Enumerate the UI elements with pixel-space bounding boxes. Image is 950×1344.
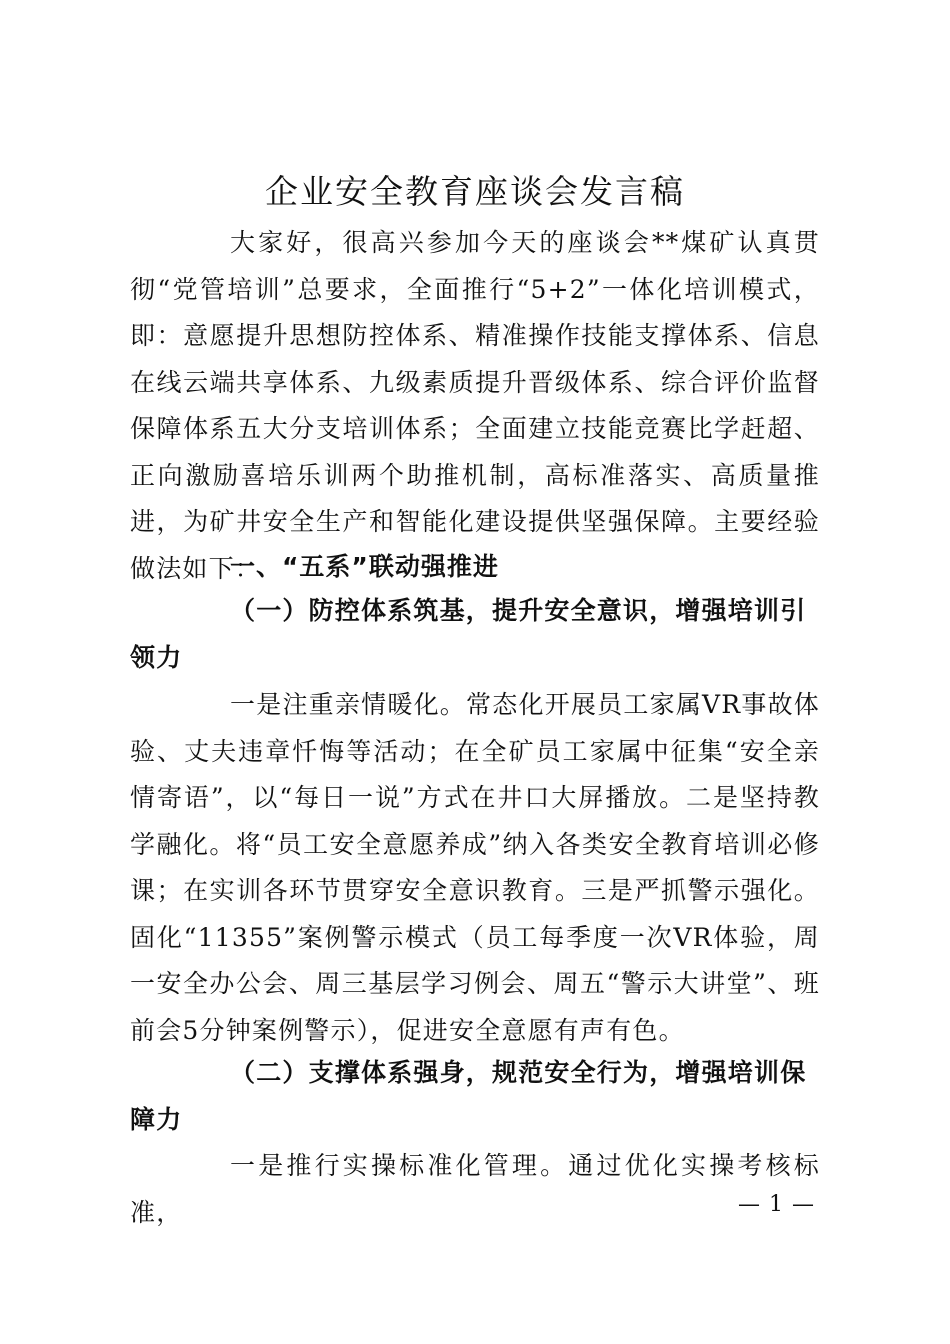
- subsection-1-paragraph: 一是注重亲情暖化。常态化开展员工家属VR事故体验、丈夫违章忏悔等活动；在全矿员工家属中征集“安全亲情寄语”，以“每日一说”方式在井口大屏播放。二是坚持教学融化。将“员工安全意愿养成”纳入各类安全教育培训必修课；在实训各环节贯穿安全意识教育。三是严抓警示强化。固化“11355”案例警示模式（员工每季度一次VR体验，周一安全办公会、周三基层学习例会、周五“警示大讲堂”、班前会5分钟案例警示），促进安全意愿有声有色。: [130, 690, 820, 1045]
- page-number: — 1 —: [738, 1192, 815, 1217]
- subsection-heading-1: （一）防控体系筑基，提升安全意识，增强培训引领力: [130, 596, 807, 672]
- subsection-2-paragraph: 一是推行实操标准化管理。通过优化实操考核标准，: [130, 1151, 820, 1227]
- document-title: 企业安全教育座谈会发言稿: [265, 172, 685, 211]
- subsection-heading-2: （二）支撑体系强身，规范安全行为，增强培训保障力: [130, 1058, 807, 1134]
- section-heading-1: 一、“五系”联动强推进: [230, 552, 499, 581]
- intro-paragraph: 大家好，很高兴参加今天的座谈会**煤矿认真贯彻“党管培训”总要求，全面推行“5+2”一体化培训模式，即：意愿提升思想防控体系、精准操作技能支撑体系、信息在线云端共享体系、九级素质提升晋级体系、综合评价监督保障体系五大分支培训体系；全面建立技能竞赛比学赶超、正向激励喜培乐训两个助推机制，高标准落实、高质量推进，为矿井安全生产和智能化建设提供坚强保障。主要经验做法如下：: [130, 228, 820, 583]
